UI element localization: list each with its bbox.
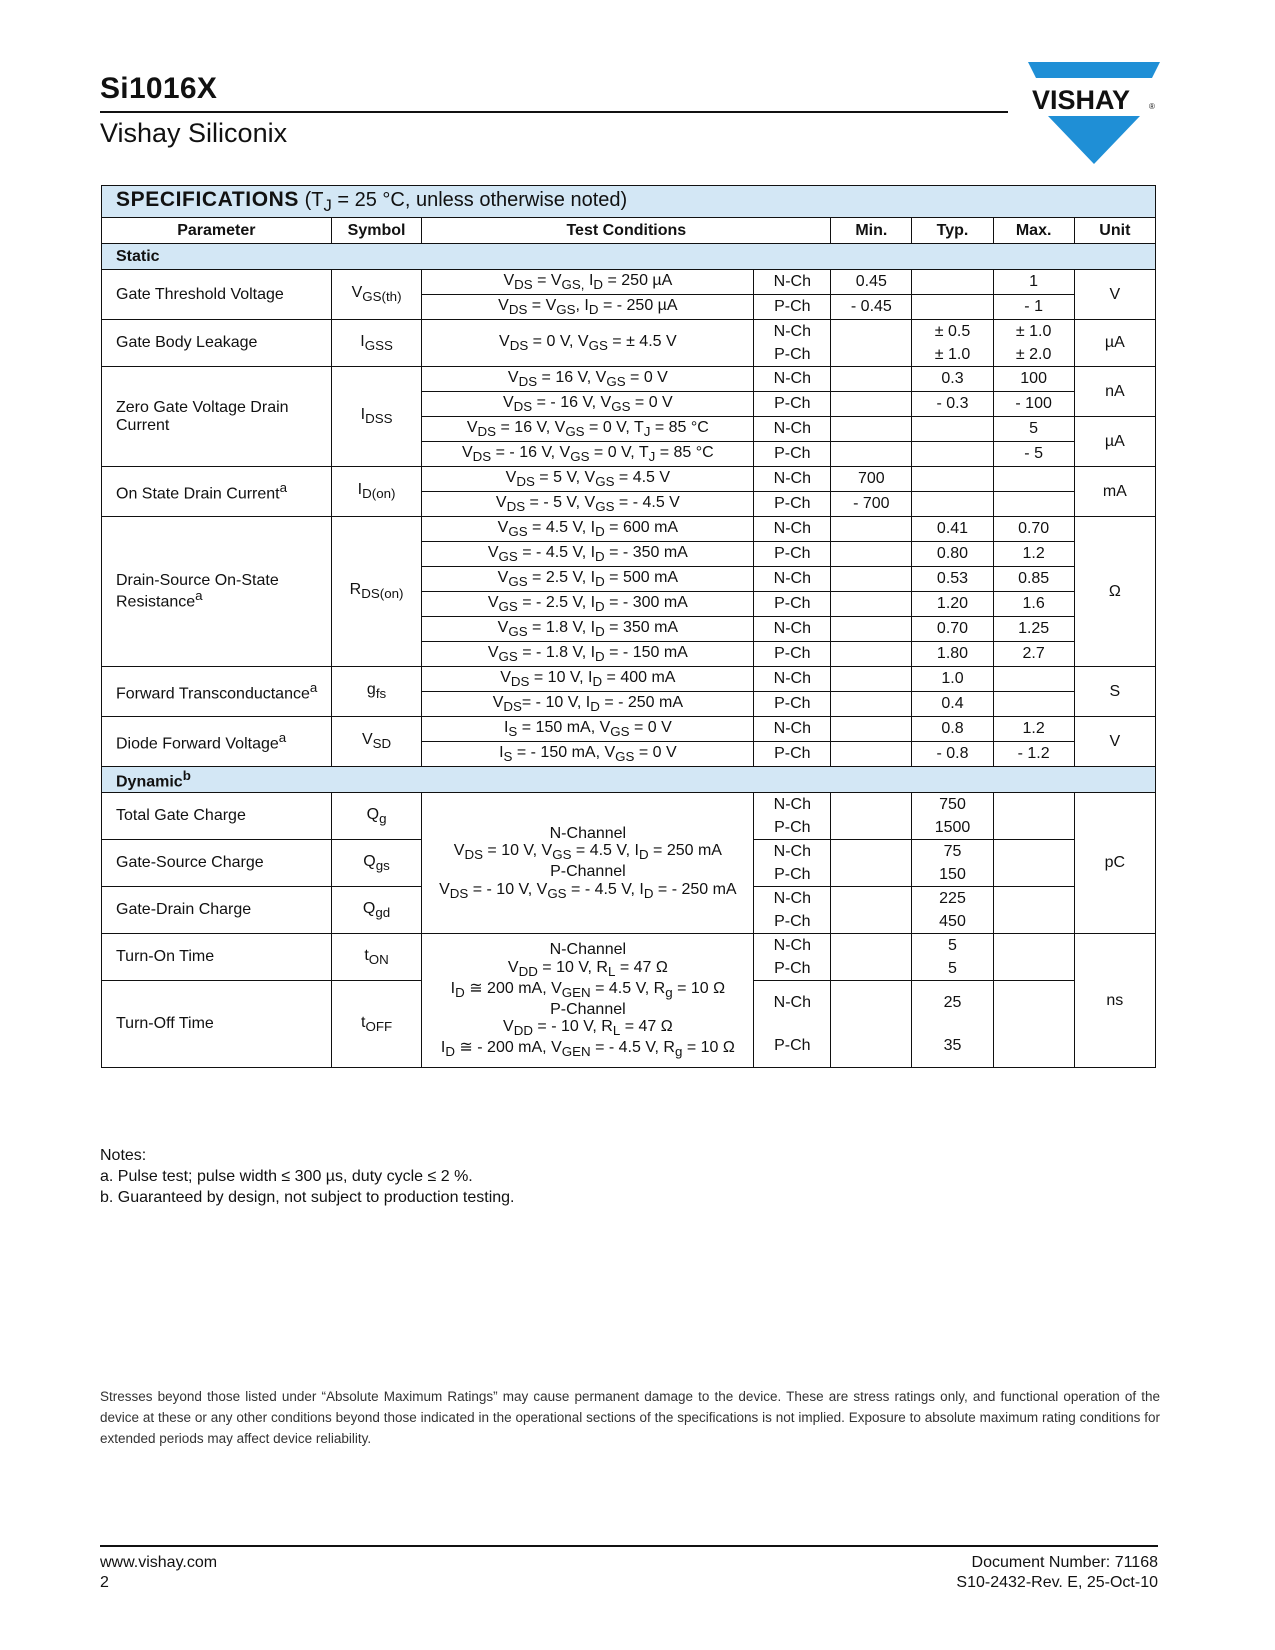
- min-value: 0.45: [831, 270, 912, 295]
- max-value: 0.85: [993, 567, 1074, 592]
- param-rds-on: Drain-Source On-State Resistance$^a$: [102, 517, 332, 667]
- typ-value: 25: [943, 993, 962, 1011]
- symbol-vsd: $V_{SD}$: [331, 717, 422, 767]
- typ-value: 0.41: [912, 517, 993, 542]
- typ-value: ± 1.0: [934, 345, 971, 363]
- typ-value: 225: [939, 889, 966, 907]
- typ-value: 75: [943, 842, 962, 860]
- section-static: Static: [102, 244, 1156, 270]
- param-on-state: On State Drain Current$^a$: [102, 467, 332, 517]
- note-b: b. Guaranteed by design, not subject to production testing.: [100, 1189, 515, 1206]
- table-row: $V_{GS}$ = - 1.8 V, $I_D$ = - 150 mA P-Ch 1.80 2.7: [102, 642, 1156, 667]
- test-condition-gate-charge: N-Channel $V_{DS} = 10$ V, $V_{GS} = 4.5$ V, $I_D = 250$ mA P-Channel $V_{DS}$ = - 10 V, $V_{GS}$ = - 4.5 V, $I_D$ = - 250 mA: [422, 793, 754, 934]
- param-vsd: Diode Forward Voltage$^a$: [102, 717, 332, 767]
- table-row: Total Gate Charge $Q_g$ N-Channel $V_{DS} = 10$ V, $V_{GS} = 4.5$ V, $I_D = 250$ mA P-Channel $V_{DS}$ = - 10 V, $V_{GS}$ = - 4.5 V, $I_D$ = - 250 mA N-Ch P-Ch 750 1500 pC: [102, 793, 1156, 840]
- typ-value: 0.80: [912, 542, 993, 567]
- symbol-qgd: $Q_{gd}$: [331, 887, 422, 934]
- min-value: 700: [831, 467, 912, 492]
- company-name: Vishay Siliconix: [100, 118, 288, 148]
- max-value: - 5: [993, 442, 1074, 467]
- test-condition: $V_{DS} = V_{GS,}$ $I_D = 250$ µA: [422, 270, 754, 295]
- test-condition: $I_S = 150$ mA, $V_{GS} = 0$ V: [422, 717, 754, 742]
- max-value: ± 2.0: [1015, 345, 1052, 363]
- symbol-idss: $I_{DSS}$: [331, 367, 422, 467]
- symbol-toff: $t_{OFF}$: [331, 981, 422, 1068]
- notes-heading: Notes:: [100, 1147, 147, 1164]
- unit: Ω: [1074, 517, 1155, 667]
- table-row: Gate-Source Charge $Q_{gs}$ N-Ch P-Ch 75 150: [102, 840, 1156, 887]
- param-ton: Turn-On Time: [102, 934, 332, 981]
- test-condition: $V_{DS}= - 10$ V, $I_D$ = - 250 mA: [422, 692, 754, 717]
- symbol-qgs: $Q_{gs}$: [331, 840, 422, 887]
- page-number: 2: [100, 1574, 109, 1591]
- symbol-qg: $Q_g$: [331, 793, 422, 840]
- footer-right: [956, 1553, 1158, 1593]
- typ-value: 35: [943, 1036, 962, 1054]
- typ-value: 750: [939, 795, 966, 813]
- symbol-ton: $t_{ON}$: [331, 934, 422, 981]
- svg-text:VISHAY: VISHAY: [1032, 85, 1131, 115]
- max-value: 0.70: [993, 517, 1074, 542]
- symbol-igss: $I_{GSS}$: [331, 320, 422, 367]
- svg-text:®: ®: [1149, 102, 1155, 111]
- col-max: Max.: [993, 218, 1074, 244]
- typ-value: 0.8: [912, 717, 993, 742]
- table-row: $V_{GS}$ = - 4.5 V, $I_D$ = - 350 mA P-Ch 0.80 1.2: [102, 542, 1156, 567]
- typ-value: - 0.8: [912, 742, 993, 767]
- test-condition: $V_{DS}$ = - 16 V, $V_{GS} = 0$ V: [422, 392, 754, 417]
- col-test-conditions: Test Conditions: [422, 218, 831, 244]
- max-value: - 1.2: [993, 742, 1074, 767]
- notes: [100, 1145, 515, 1208]
- col-typ: Typ.: [912, 218, 993, 244]
- test-condition: $V_{DS}$ = - 16 V, $V_{GS} = 0$ V, $T_J = 85$ °C: [422, 442, 754, 467]
- typ-value: 0.3: [912, 367, 993, 392]
- table-row: $V_{DS} = 16$ V, $V_{GS} = 0$ V, $T_J = 85$ °C N-Ch 5 µA: [102, 417, 1156, 442]
- test-condition: $V_{DS}$ = - 5 V, $V_{GS}$ = - 4.5 V: [422, 492, 754, 517]
- param-gate-threshold: Gate Threshold Voltage: [102, 270, 332, 320]
- typ-value: 0.70: [912, 617, 993, 642]
- unit: pC: [1074, 793, 1155, 934]
- typ-value: 450: [939, 912, 966, 930]
- test-condition: $V_{GS} = 1.8$ V, $I_D = 350$ mA: [422, 617, 754, 642]
- typ-value: 1.80: [912, 642, 993, 667]
- unit: V: [1074, 270, 1155, 320]
- col-min: Min.: [831, 218, 912, 244]
- unit: µA: [1074, 417, 1155, 467]
- test-condition: $V_{GS}$ = - 2.5 V, $I_D$ = - 300 mA: [422, 592, 754, 617]
- table-row: $V_{GS} = 2.5$ V, $I_D = 500$ mA N-Ch 0.53 0.85: [102, 567, 1156, 592]
- param-zero-gate: Zero Gate Voltage Drain Current: [102, 367, 332, 467]
- header-rule: [100, 111, 1008, 113]
- test-condition: $V_{DS} = 5$ V, $V_{GS} = 4.5$ V: [422, 467, 754, 492]
- test-condition: $V_{GS} = 2.5$ V, $I_D = 500$ mA: [422, 567, 754, 592]
- test-condition: $V_{DS} = V_{GS}$, $I_D$ = - 250 µA: [422, 295, 754, 320]
- col-symbol: Symbol: [331, 218, 422, 244]
- table-row: $I_S$ = - 150 mA, $V_{GS} = 0$ V P-Ch - 0.8 - 1.2: [102, 742, 1156, 767]
- min-value: - 0.45: [831, 295, 912, 320]
- max-value: 1.2: [993, 542, 1074, 567]
- test-condition: $V_{DS} = 16$ V, $V_{GS} = 0$ V: [422, 367, 754, 392]
- table-row: $V_{GS}$ = - 2.5 V, $I_D$ = - 300 mA P-Ch 1.20 1.6: [102, 592, 1156, 617]
- test-condition: $V_{DS} = 16$ V, $V_{GS} = 0$ V, $T_J = 85$ °C: [422, 417, 754, 442]
- typ-value: - 0.3: [912, 392, 993, 417]
- unit: V: [1074, 717, 1155, 767]
- unit: S: [1074, 667, 1155, 717]
- table-row: $V_{DS}= - 10$ V, $I_D$ = - 250 mA P-Ch 0.4: [102, 692, 1156, 717]
- unit: nA: [1074, 367, 1155, 417]
- table-row: Turn-On Time $t_{ON}$ N-Channel $V_{DD} = 10$ V, $R_L = 47$ Ω $I_D$ ≅ 200 mA, $V_{GEN} = 4.5$ V, $R_g = 10$ Ω P-Channel $V_{DD}$ = - 10 V, $R_L = 47$ Ω $I_D$ ≅ - 200 mA, $V_{GEN}$ = - 4.5 V, $R_g = 10$ Ω N-Ch P-Ch 5 5 ns: [102, 934, 1156, 981]
- test-condition-switching: N-Channel $V_{DD} = 10$ V, $R_L = 47$ Ω $I_D$ ≅ 200 mA, $V_{GEN} = 4.5$ V, $R_g = 10$ Ω P-Channel $V_{DD}$ = - 10 V, $R_L = 47$ Ω $I_D$ ≅ - 200 mA, $V_{GEN}$ = - 4.5 V, $R_g = 10$ Ω: [422, 934, 754, 1068]
- revision: S10-2432-Rev. E, 25-Oct-10: [956, 1574, 1158, 1591]
- col-unit: Unit: [1074, 218, 1155, 244]
- table-row: Diode Forward Voltage$^a$ $V_{SD}$ $I_S = 150$ mA, $V_{GS} = 0$ V N-Ch 0.8 1.2 V: [102, 717, 1156, 742]
- typ-value: 0.4: [912, 692, 993, 717]
- typ-value: 1.20: [912, 592, 993, 617]
- param-qgd: Gate-Drain Charge: [102, 887, 332, 934]
- table-row: Forward Transconductance$^a$ $g_{fs}$ $V_{DS} = 10$ V, $I_D = 400$ mA N-Ch 1.0 S: [102, 667, 1156, 692]
- table-row: $V_{DS} = V_{GS}$, $I_D$ = - 250 µA P-Ch - 0.45 - 1: [102, 295, 1156, 320]
- max-value: - 1: [993, 295, 1074, 320]
- param-gfs: Forward Transconductance$^a$: [102, 667, 332, 717]
- table-row: On State Drain Current$^a$ $I_{D(on)}$ $V_{DS} = 5$ V, $V_{GS} = 4.5$ V N-Ch 700 mA: [102, 467, 1156, 492]
- footer-rule: [100, 1545, 1158, 1547]
- table-title: SPECIFICATIONS: [116, 187, 300, 211]
- specifications-table: [101, 185, 1156, 1068]
- document-number: Document Number: 71168: [971, 1554, 1158, 1571]
- max-value: 5: [993, 417, 1074, 442]
- table-row: $V_{DS}$ = - 16 V, $V_{GS} = 0$ V P-Ch - 0.3 - 100: [102, 392, 1156, 417]
- test-condition: $V_{DS} = 0$ V, $V_{GS}$ = ± 4.5 V: [422, 320, 754, 367]
- table-row: Gate Threshold Voltage $V_{GS(th)}$ $V_{DS} = V_{GS,}$ $I_D = 250$ µA N-Ch 0.45 1 V: [102, 270, 1156, 295]
- unit: µA: [1074, 320, 1155, 367]
- max-value: 1.25: [993, 617, 1074, 642]
- param-gate-body-leakage: Gate Body Leakage: [102, 320, 332, 367]
- max-value: 1.6: [993, 592, 1074, 617]
- typ-value: 1500: [934, 818, 971, 836]
- param-toff: Turn-Off Time: [102, 981, 332, 1068]
- param-qgs: Gate-Source Charge: [102, 840, 332, 887]
- footer-left: [100, 1553, 217, 1593]
- max-value: 2.7: [993, 642, 1074, 667]
- table-condition: = 25 °C, unless otherwise noted): [331, 188, 628, 211]
- note-a: a. Pulse test; pulse width ≤ 300 µs, duty cycle ≤ 2 %.: [100, 1168, 473, 1185]
- stress-notice: Stresses beyond those listed under “Absolute Maximum Ratings” may cause permanent damage to the device. These are stress ratings only, and functional operation of the device at these or any other conditions beyond those indicated in the operational sections of the specifications is not implied. Exposure to absolute maximum rating conditions for extended periods may affect device reliability.: [100, 1389, 1160, 1446]
- table-caption: SPECIFICATIONS ($T_J = 25$ °C, unless otherwise noted): [102, 186, 1156, 218]
- max-value: 1.2: [993, 717, 1074, 742]
- typ-value: 1.0: [912, 667, 993, 692]
- symbol-id-on: $I_{D(on)}$: [331, 467, 422, 517]
- test-condition: $V_{GS}$ = - 1.8 V, $I_D$ = - 150 mA: [422, 642, 754, 667]
- symbol-vgs-th: $V_{GS(th)}$: [331, 270, 422, 320]
- unit: mA: [1074, 467, 1155, 517]
- max-value: 1: [993, 270, 1074, 295]
- typ-value: 150: [939, 865, 966, 883]
- col-parameter: Parameter: [102, 218, 332, 244]
- table-row: Gate-Drain Charge $Q_{gd}$ N-Ch P-Ch 225 450: [102, 887, 1156, 934]
- max-value: ± 1.0: [1015, 322, 1052, 340]
- typ-value: ± 0.5: [934, 322, 971, 340]
- table-row: $V_{DS}$ = - 5 V, $V_{GS}$ = - 4.5 V P-Ch - 700: [102, 492, 1156, 517]
- vishay-logo: [1028, 62, 1160, 164]
- symbol-rds-on: $R_{DS(on)}$: [331, 517, 422, 667]
- part-number: Si1016X: [100, 72, 218, 105]
- unit: ns: [1074, 934, 1155, 1068]
- test-condition: $V_{DS} = 10$ V, $I_D = 400$ mA: [422, 667, 754, 692]
- typ-value: 5: [948, 959, 957, 977]
- table-row: $V_{GS} = 1.8$ V, $I_D = 350$ mA N-Ch 0.70 1.25: [102, 617, 1156, 642]
- min-value: - 700: [831, 492, 912, 517]
- table-row: Turn-Off Time $t_{OFF}$ N-Ch P-Ch 25 35: [102, 981, 1156, 1068]
- table-row: $V_{DS}$ = - 16 V, $V_{GS} = 0$ V, $T_J = 85$ °C P-Ch - 5: [102, 442, 1156, 467]
- typ-value: 5: [948, 936, 957, 954]
- test-condition: $I_S$ = - 150 mA, $V_{GS} = 0$ V: [422, 742, 754, 767]
- test-condition: $V_{GS}$ = - 4.5 V, $I_D$ = - 350 mA: [422, 542, 754, 567]
- test-condition: $V_{GS} = 4.5$ V, $I_D = 600$ mA: [422, 517, 754, 542]
- table-row: Gate Body Leakage $I_{GSS}$ $V_{DS} = 0$ V, $V_{GS}$ = ± 4.5 V N-Ch P-Ch ± 0.5 ± 1.0 ± 1.0 ± 2.0 µA: [102, 320, 1156, 367]
- table-row: Drain-Source On-State Resistance$^a$ $R_{DS(on)}$ $V_{GS} = 4.5$ V, $I_D = 600$ mA N-Ch 0.41 0.70 Ω: [102, 517, 1156, 542]
- typ-value: 0.53: [912, 567, 993, 592]
- max-value: - 100: [993, 392, 1074, 417]
- max-value: 100: [993, 367, 1074, 392]
- website-link[interactable]: www.vishay.com: [100, 1554, 218, 1571]
- param-qg: Total Gate Charge: [102, 793, 332, 840]
- section-dynamic: Dynamic$^b$: [102, 767, 1156, 793]
- table-row: Zero Gate Voltage Drain Current $I_{DSS}$ $V_{DS} = 16$ V, $V_{GS} = 0$ V N-Ch 0.3 100 nA: [102, 367, 1156, 392]
- symbol-gfs: $g_{fs}$: [331, 667, 422, 717]
